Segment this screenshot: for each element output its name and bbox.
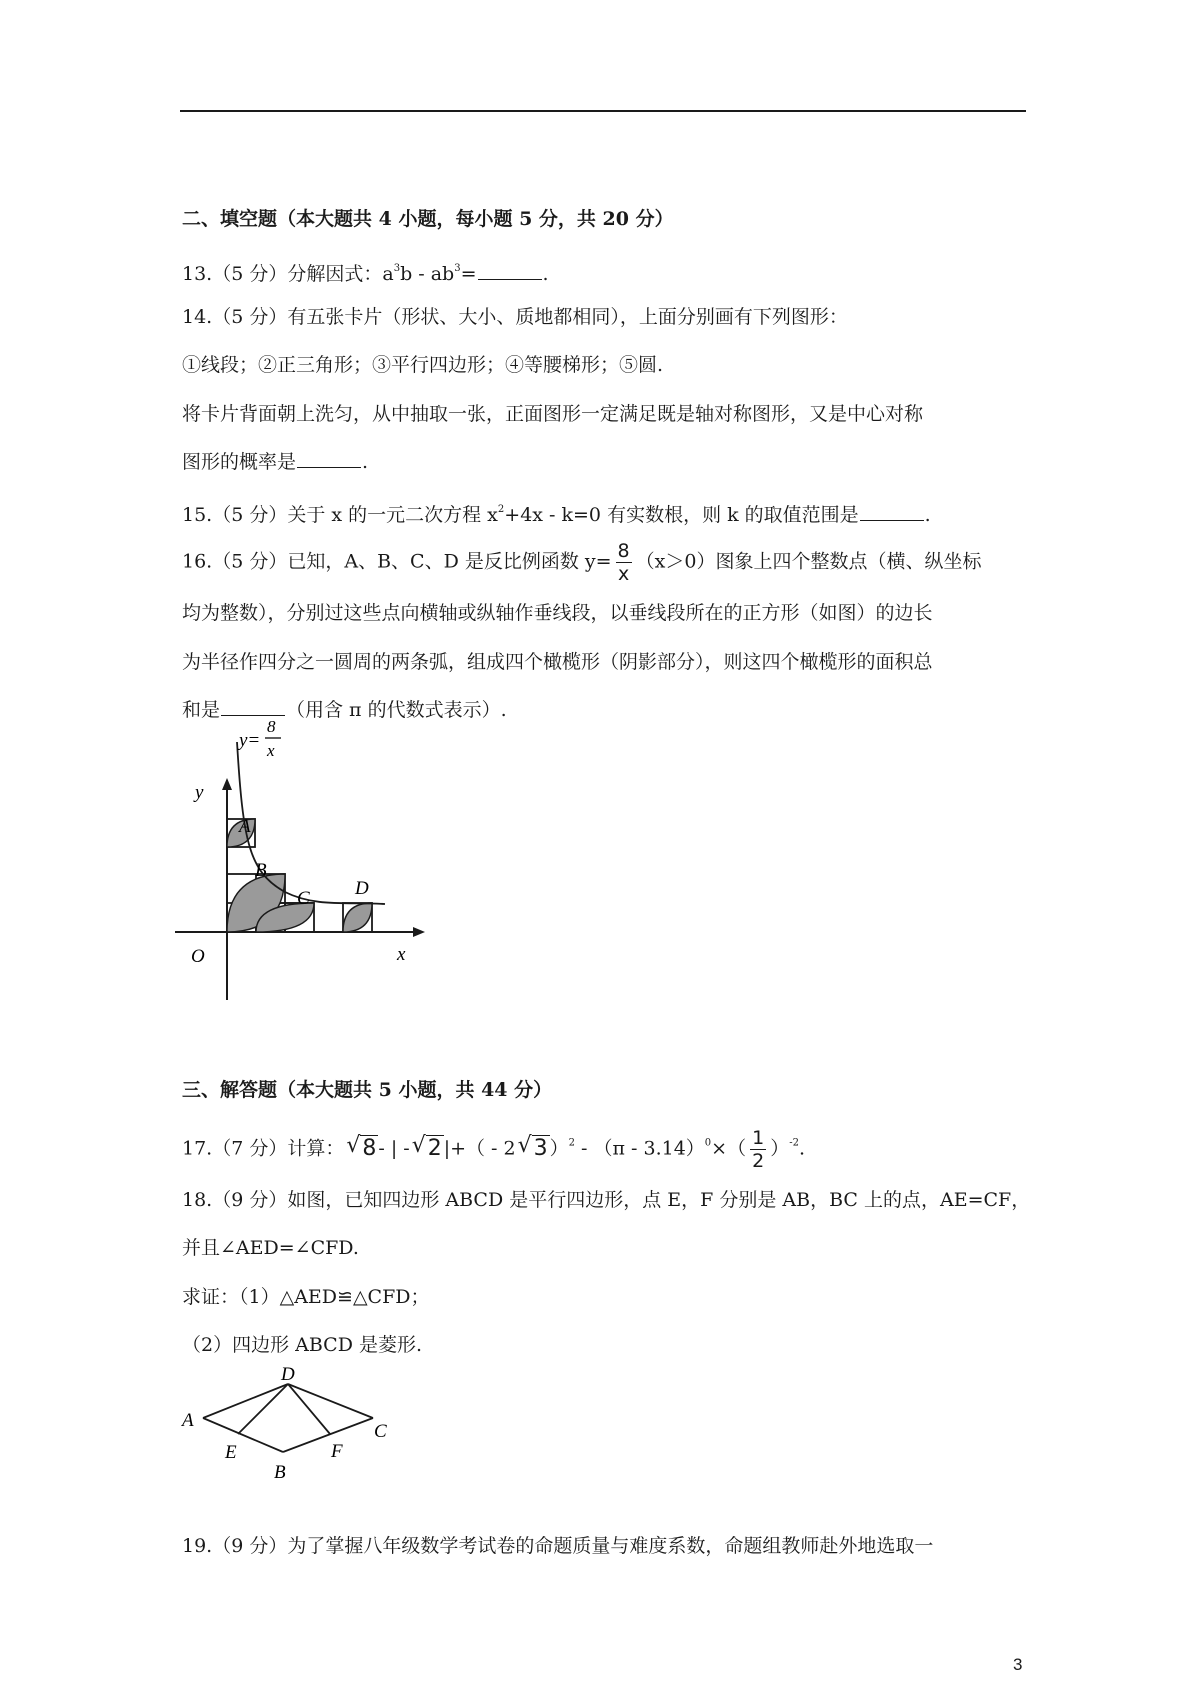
figure-16-hyperbola-squares — [175, 717, 435, 1012]
side-dc — [288, 1384, 373, 1418]
sqrt-2: √ 2 — [412, 1137, 444, 1161]
point-label-a: A — [239, 816, 251, 837]
sqrt-3: √ 3 — [518, 1137, 550, 1161]
vertex-label-d: D — [281, 1364, 295, 1385]
point-label-f: F — [331, 1441, 343, 1462]
curve-label-num: 8 — [267, 717, 276, 736]
section-heading-solve: 三、解答题（本大题共 5 小题，共 44 分） — [182, 1079, 553, 1101]
segment-de — [238, 1384, 288, 1434]
figure-18-parallelogram — [178, 1364, 398, 1488]
x-axis-arrow-icon — [413, 927, 425, 937]
side-ab — [203, 1418, 283, 1452]
question-14-line3: 将卡片背面朝上洗匀，从中抽取一张，正面图形一定满足既是轴对称图形，又是中心对称 — [182, 403, 924, 425]
curve-label-prefix: y= — [239, 730, 261, 751]
vertex-label-b: B — [274, 1462, 286, 1483]
origin-label: O — [191, 946, 205, 967]
point-label-c: C — [297, 888, 310, 909]
answer-blank — [297, 451, 361, 468]
answer-blank — [221, 699, 285, 716]
label-x: x — [397, 944, 406, 965]
y-axis-arrow-icon — [222, 778, 232, 790]
vertex-label-a: A — [182, 1410, 194, 1431]
question-16-line3: 为半径作四分之一圆周的两条弧，组成四个橄榄形（阴影部分），则这四个橄榄形的面积总 — [182, 651, 933, 673]
sqrt-8: √ 8 — [346, 1137, 378, 1161]
question-13: 13.（5 分）分解因式：$a^3b - ab^3=$ . — [182, 263, 549, 285]
label-y: y — [195, 782, 204, 803]
answer-blank — [860, 504, 924, 521]
question-15: 15.（5 分）关于 x 的一元二次方程 $x^2+4x - k=0$ 有实数根，则 k 的取值范围是 . — [182, 504, 931, 526]
section-heading-fill-in: 二、填空题（本大题共 4 小题，每小题 5 分，共 20 分） — [182, 208, 674, 230]
page-number: 3 — [1013, 1655, 1023, 1674]
question-16-line1: 16.（5 分）已知，A、B、C、D 是反比例函数 y= $\frac{8}{x}$ （x＞0）图象上四个整数点（横、纵坐标 — [182, 540, 982, 585]
question-14-line1: 14.（5 分）有五张卡片（形状、大小、质地都相同），上面分别画有下列图形： — [182, 306, 848, 328]
header-rule — [180, 110, 1026, 112]
question-18-line3: 求证：（1）△AED≌△CFD； — [182, 1286, 430, 1308]
vertex-label-c: C — [374, 1421, 387, 1442]
question-18-line2: 并且∠AED=∠CFD. — [182, 1237, 359, 1259]
side-bc — [283, 1418, 373, 1452]
fraction-8-over-x: $\frac{8}{x}$ — [617, 540, 630, 585]
point-label-e: E — [225, 1442, 237, 1463]
olive-d — [343, 903, 372, 932]
side-ad — [203, 1384, 288, 1418]
question-17: 17.（7 分）计算：√ 8 - | -√ 2 |+（ - 2√ 3 ）$^2$ - （π - 3.14）$^0$×（ $\frac{1}{2}$ ）$^{-2}$. — [182, 1127, 805, 1172]
curve-label-den: x — [267, 741, 275, 760]
question-14-line4: 图形的概率是 . — [182, 451, 369, 473]
question-14-line2: ①线段；②正三角形；③平行四边形；④等腰梯形；⑤圆. — [182, 354, 664, 376]
answer-blank — [478, 263, 542, 280]
question-16-line2: 均为整数），分别过这些点向横轴或纵轴作垂线段，以垂线段所在的正方形（如图）的边长 — [182, 602, 933, 624]
question-18-line4: （2）四边形 ABCD 是菱形. — [182, 1334, 423, 1356]
question-19-line1: 19.（9 分）为了掌握八年级数学考试卷的命题质量与难度系数，命题组教师赴外地选取一 — [182, 1535, 934, 1557]
question-16-line4: 和是 （用含 π 的代数式表示）. — [182, 699, 507, 721]
question-18-line1: 18.（9 分）如图，已知四边形 ABCD 是平行四边形，点 E，F 分别是 AB，BC 上的点，AE=CF， — [182, 1189, 1031, 1211]
point-label-b: B — [255, 860, 267, 881]
point-label-d: D — [355, 878, 369, 899]
fraction-one-half: $\frac{1}{2}$ — [752, 1127, 765, 1172]
